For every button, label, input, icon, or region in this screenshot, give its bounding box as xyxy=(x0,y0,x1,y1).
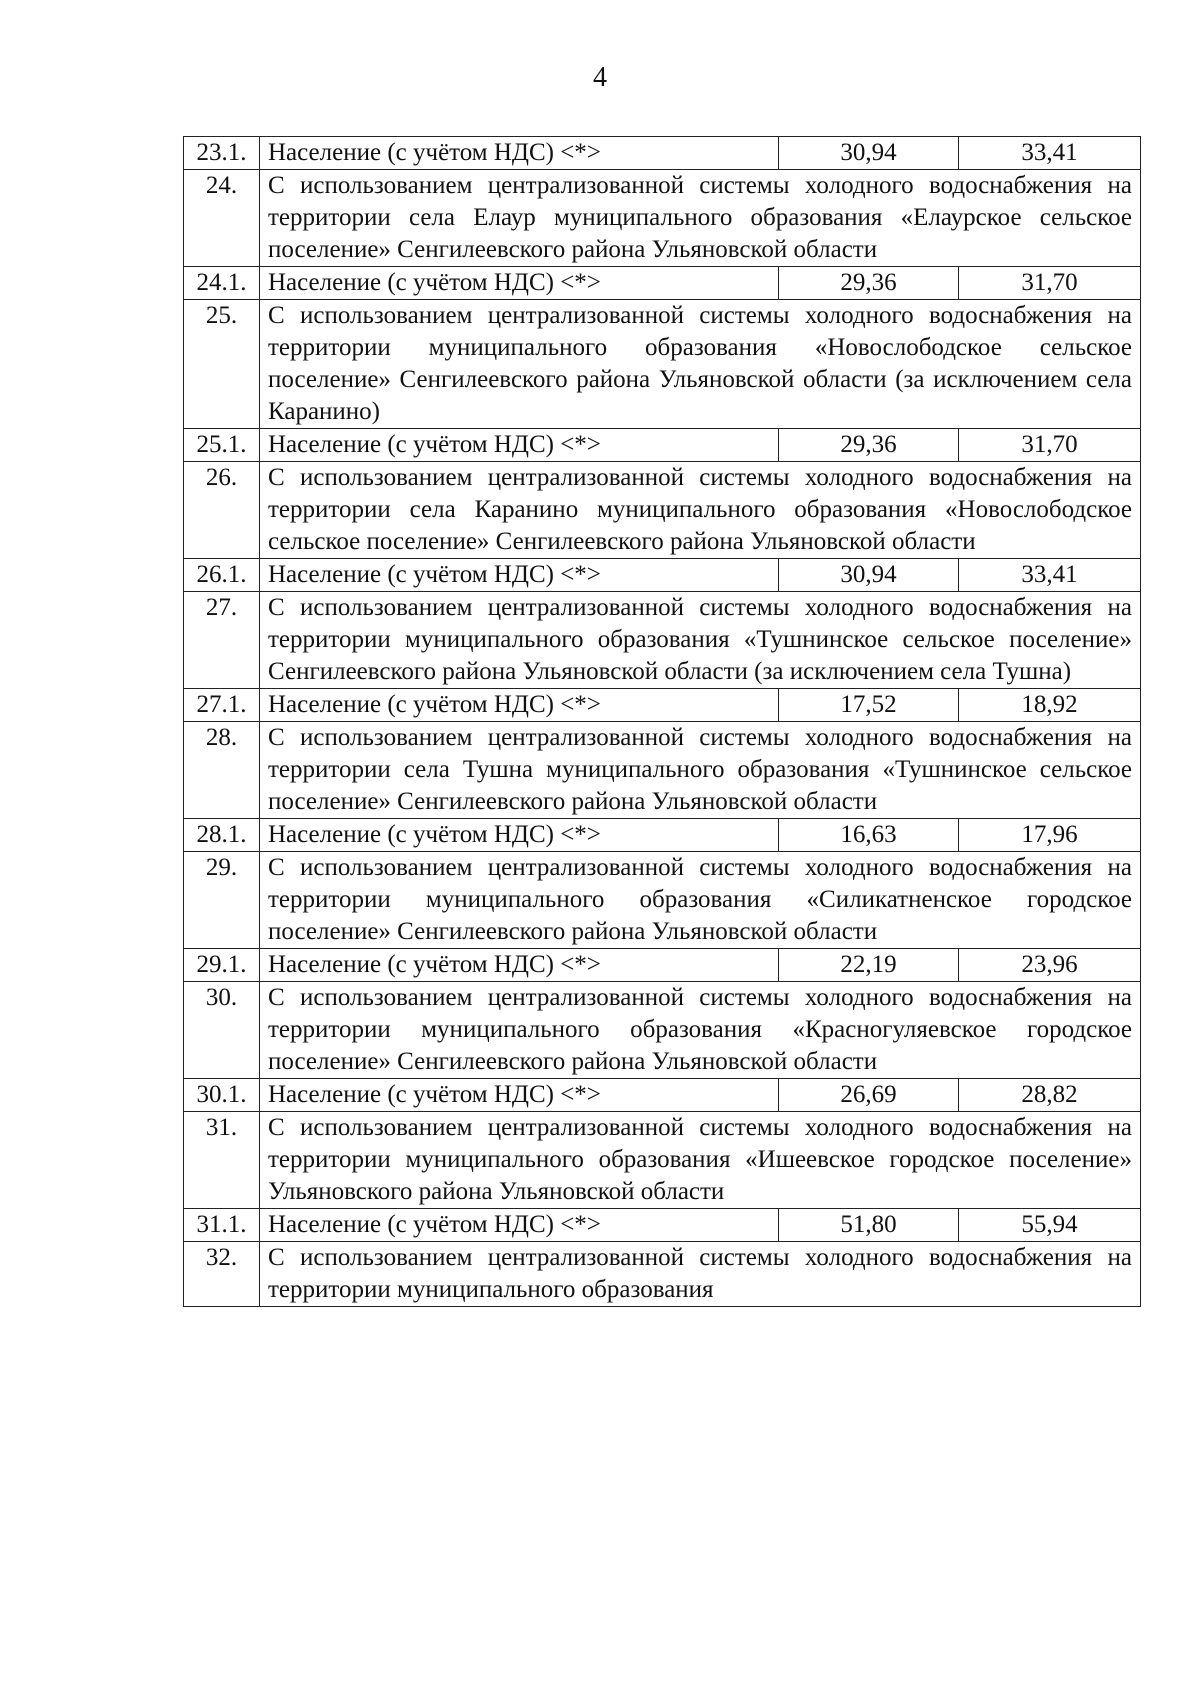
consumer-group-label: Население (с учётом НДС) <*> xyxy=(260,949,779,982)
service-description-row xyxy=(184,462,1141,559)
tariff-value-second-half: 31,70 xyxy=(959,429,1141,462)
tariff-row xyxy=(184,429,1141,462)
service-description: С использованием централизованной системы холодного водоснабжения на территории муниципального образования «Тушнинское сельское поселение» Сенгилеевского района Ульяновской области (за исключением села Тушна) xyxy=(260,592,1141,689)
row-number: 31.1. xyxy=(184,1209,260,1242)
tariff-row xyxy=(184,137,1141,170)
tariff-value-first-half: 17,52 xyxy=(779,689,959,722)
tariff-value-second-half: 18,92 xyxy=(959,689,1141,722)
service-description: С использованием централизованной системы холодного водоснабжения на территории села Елаур муниципального образования «Елаурское сельское поселение» Сенгилеевского района Ульяновской области xyxy=(260,170,1141,267)
tariff-value-first-half: 16,63 xyxy=(779,819,959,852)
service-description-row xyxy=(184,592,1141,689)
service-description: С использованием централизованной системы холодного водоснабжения на территории села Каранино муниципального образования «Новослободское сельское поселение» Сенгилеевского района Ульяновской области xyxy=(260,462,1141,559)
row-number: 31. xyxy=(184,1112,260,1209)
consumer-group-label: Население (с учётом НДС) <*> xyxy=(260,1209,779,1242)
row-number: 28. xyxy=(184,722,260,819)
service-description-row xyxy=(184,852,1141,949)
service-description: С использованием централизованной системы холодного водоснабжения на территории села Тушна муниципального образования «Тушнинское сельское поселение» Сенгилеевского района Ульяновской области xyxy=(260,722,1141,819)
service-description-row xyxy=(184,1112,1141,1209)
consumer-group-label: Население (с учётом НДС) <*> xyxy=(260,267,779,300)
tariff-table-body xyxy=(184,137,1141,1307)
consumer-group-label: Население (с учётом НДС) <*> xyxy=(260,1079,779,1112)
tariff-table xyxy=(183,136,1141,1307)
tariff-value-first-half: 22,19 xyxy=(779,949,959,982)
row-number: 30.1. xyxy=(184,1079,260,1112)
tariff-value-first-half: 30,94 xyxy=(779,559,959,592)
consumer-group-label: Население (с учётом НДС) <*> xyxy=(260,689,779,722)
service-description: С использованием централизованной системы холодного водоснабжения на территории муниципального образования «Новослободское сельское поселение» Сенгилеевского района Ульяновской области (за исключением села Каранино) xyxy=(260,300,1141,429)
tariff-row xyxy=(184,1079,1141,1112)
row-number: 25. xyxy=(184,300,260,429)
row-number: 25.1. xyxy=(184,429,260,462)
tariff-value-second-half: 55,94 xyxy=(959,1209,1141,1242)
tariff-value-second-half: 17,96 xyxy=(959,819,1141,852)
row-number: 26.1. xyxy=(184,559,260,592)
service-description-row xyxy=(184,300,1141,429)
tariff-value-second-half: 33,41 xyxy=(959,137,1141,170)
row-number: 23.1. xyxy=(184,137,260,170)
service-description: С использованием централизованной системы холодного водоснабжения на территории муниципального образования «Силикатненское городское поселение» Сенгилеевского района Ульяновской области xyxy=(260,852,1141,949)
tariff-value-first-half: 30,94 xyxy=(779,137,959,170)
tariff-row xyxy=(184,267,1141,300)
service-description: С использованием централизованной системы холодного водоснабжения на территории муниципального образования «Красногуляевское городское поселение» Сенгилеевского района Ульяновской области xyxy=(260,982,1141,1079)
tariff-row xyxy=(184,949,1141,982)
tariff-value-first-half: 51,80 xyxy=(779,1209,959,1242)
consumer-group-label: Население (с учётом НДС) <*> xyxy=(260,559,779,592)
tariff-value-second-half: 31,70 xyxy=(959,267,1141,300)
tariff-value-second-half: 28,82 xyxy=(959,1079,1141,1112)
row-number: 24.1. xyxy=(184,267,260,300)
row-number: 24. xyxy=(184,170,260,267)
tariff-value-first-half: 26,69 xyxy=(779,1079,959,1112)
tariff-row xyxy=(184,819,1141,852)
page-number: 4 xyxy=(593,62,607,93)
service-description-row xyxy=(184,982,1141,1079)
consumer-group-label: Население (с учётом НДС) <*> xyxy=(260,819,779,852)
consumer-group-label: Население (с учётом НДС) <*> xyxy=(260,429,779,462)
tariff-value-second-half: 33,41 xyxy=(959,559,1141,592)
tariff-value-second-half: 23,96 xyxy=(959,949,1141,982)
row-number: 26. xyxy=(184,462,260,559)
service-description: С использованием централизованной системы холодного водоснабжения на территории муниципального образования «Ишеевское городское поселение» Ульяновского района Ульяновской области xyxy=(260,1112,1141,1209)
row-number: 27. xyxy=(184,592,260,689)
tariff-value-first-half: 29,36 xyxy=(779,267,959,300)
service-description-row xyxy=(184,170,1141,267)
consumer-group-label: Население (с учётом НДС) <*> xyxy=(260,137,779,170)
row-number: 32. xyxy=(184,1242,260,1307)
tariff-row xyxy=(184,559,1141,592)
tariff-value-first-half: 29,36 xyxy=(779,429,959,462)
service-description: С использованием централизованной системы холодного водоснабжения на территории муниципального образования xyxy=(260,1242,1141,1307)
service-description-row xyxy=(184,1242,1141,1307)
row-number: 27.1. xyxy=(184,689,260,722)
service-description-row xyxy=(184,722,1141,819)
row-number: 28.1. xyxy=(184,819,260,852)
tariff-row xyxy=(184,689,1141,722)
row-number: 29. xyxy=(184,852,260,949)
tariff-row xyxy=(184,1209,1141,1242)
row-number: 29.1. xyxy=(184,949,260,982)
row-number: 30. xyxy=(184,982,260,1079)
